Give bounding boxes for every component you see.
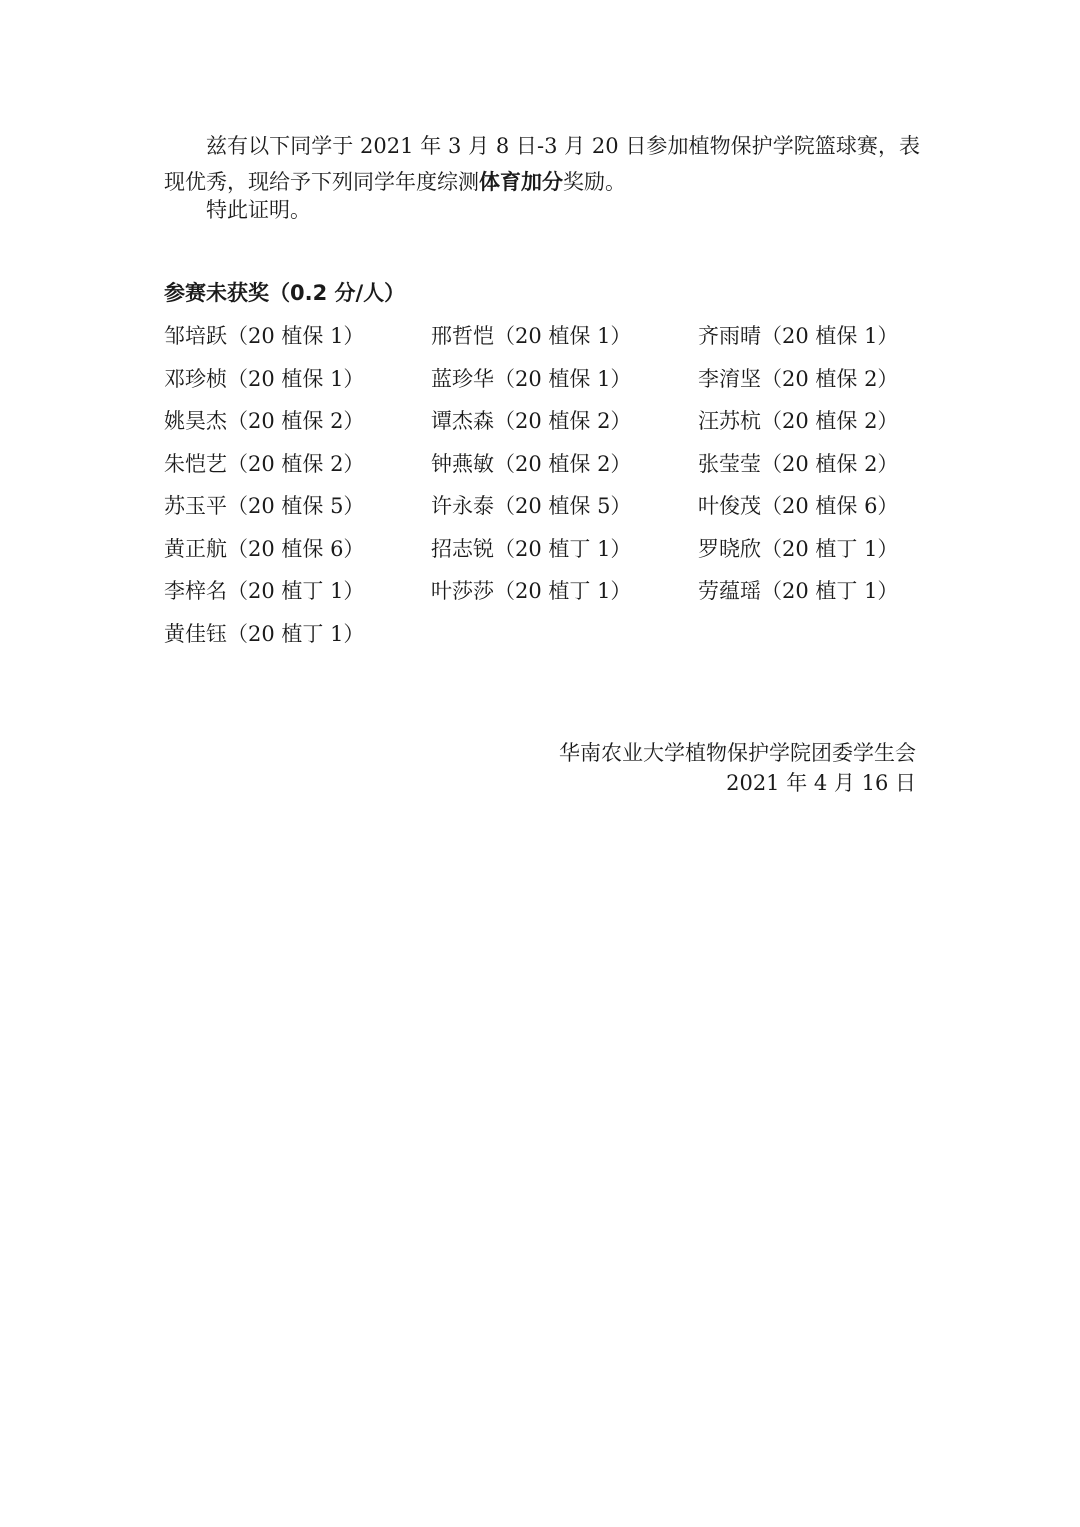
intro-text-bold: 体育加分	[479, 170, 563, 194]
student-entry: 叶俊茂（20 植保 6）	[698, 494, 899, 518]
student-entry: 劳蕴瑶（20 植丁 1）	[698, 579, 899, 603]
signature-org: 华南农业大学植物保护学院团委学生会	[559, 741, 916, 765]
intro-text-start: 兹有以下同学于 2021 年 3 月 8 日-3 月 20 日参加植物保护学院篮球赛，表现优秀，现给予下列同学年度综测	[164, 134, 920, 194]
student-list	[164, 318, 924, 658]
section-heading: 参赛未获奖（0.2 分/人）	[164, 281, 406, 305]
student-entry: 谭杰森（20 植保 2）	[431, 409, 632, 433]
student-entry: 张莹莹（20 植保 2）	[698, 451, 899, 476]
student-entry: 叶莎莎（20 植丁 1）	[431, 579, 632, 603]
student-entry: 蓝珍华（20 植保 1）	[431, 366, 632, 391]
student-entry: 苏玉平（20 植保 5）	[164, 494, 365, 518]
signature-date: 2021 年 4 月 16 日	[726, 771, 916, 795]
student-entry: 李梓名（20 植丁 1）	[164, 579, 365, 603]
intro-text-end: 奖励。	[563, 170, 626, 194]
certify-paragraph: 特此证明。	[206, 198, 311, 222]
student-entry: 邹培跃（20 植保 1）	[164, 324, 365, 348]
student-entry: 黄正航（20 植保 6）	[164, 536, 365, 561]
signature-block	[559, 738, 916, 798]
student-entry: 黄佳钰（20 植丁 1）	[164, 621, 365, 646]
student-entry: 许永泰（20 植保 5）	[431, 494, 632, 518]
student-entry: 汪苏杭（20 植保 2）	[698, 409, 899, 433]
student-entry: 李淯坚（20 植保 2）	[698, 366, 899, 391]
student-entry: 罗晓欣（20 植丁 1）	[698, 536, 899, 561]
student-entry: 齐雨晴（20 植保 1）	[698, 324, 899, 348]
student-entry: 姚昊杰（20 植保 2）	[164, 409, 365, 433]
student-entry: 朱恺艺（20 植保 2）	[164, 451, 365, 476]
student-entry: 邓珍桢（20 植保 1）	[164, 366, 365, 391]
student-entry: 钟燕敏（20 植保 2）	[431, 451, 632, 476]
student-entry: 邢哲恺（20 植保 1）	[431, 324, 632, 348]
intro-paragraph	[164, 128, 920, 200]
student-entry: 招志锐（20 植丁 1）	[431, 536, 632, 561]
